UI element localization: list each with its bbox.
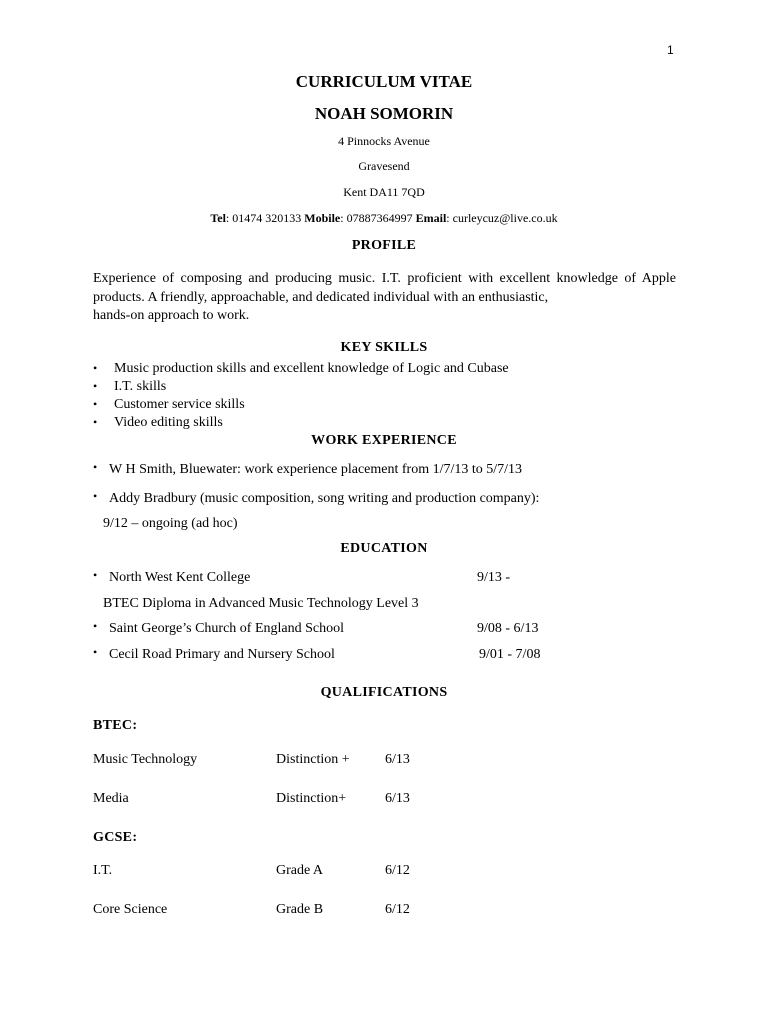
qualification-date: 6/12 (385, 863, 410, 878)
qualification-date: 6/13 (385, 791, 410, 806)
qualification-subject: I.T. (93, 863, 113, 878)
bullet-icon: • (93, 619, 98, 633)
education-dates: 9/08 - 6/13 (477, 621, 539, 636)
bullet-icon: • (93, 379, 98, 393)
candidate-name: NOAH SOMORIN (314, 104, 454, 123)
bullet-icon: • (93, 489, 98, 503)
document-title: CURRICULUM VITAE (295, 72, 473, 91)
address-line: 4 Pinnocks Avenue (338, 134, 430, 148)
profile-text (93, 270, 676, 326)
work-item-continuation: 9/12 – ongoing (ad hoc) (103, 516, 238, 531)
address-line: Kent DA11 7QD (343, 185, 425, 199)
bullet-icon: • (93, 645, 98, 659)
qualification-grade: Distinction+ (276, 791, 347, 806)
email-label: Email (415, 211, 447, 225)
qualification-grade: Distinction + (276, 752, 350, 767)
skill-item: Customer service skills (114, 397, 245, 412)
mobile-label: Mobile (304, 211, 341, 225)
tel-value: : 01474 320133 (225, 211, 305, 225)
qualification-date: 6/13 (385, 752, 410, 767)
bullet-icon: • (93, 568, 98, 582)
profile-line: hands-on approach to work. (93, 308, 250, 323)
education-school: Cecil Road Primary and Nursery School (109, 647, 335, 662)
work-experience-heading: WORK EXPERIENCE (311, 433, 457, 448)
profile-line: Apple products. A friendly, approachable, and dedicated individual with an enthusiastic, (93, 271, 676, 305)
profile-line: Experience of composing and producing music. I.T. proficient with excellent knowledge of (93, 271, 637, 286)
mobile-value: : 07887364997 (340, 211, 416, 225)
bullet-icon: • (93, 415, 98, 429)
qualification-subject: Media (93, 791, 129, 806)
email-value: : curleycuz@live.co.uk (446, 211, 558, 225)
qualification-grade: Grade B (276, 902, 324, 917)
address-line: Gravesend (358, 159, 410, 173)
contact-line (0, 211, 768, 226)
qualification-subject: Core Science (93, 902, 168, 917)
skill-item: Music production skills and excellent knowledge of Logic and Cubase (114, 361, 509, 376)
qualification-group-label: BTEC: (93, 718, 138, 733)
qualification-subject: Music Technology (93, 752, 198, 767)
education-school: North West Kent College (109, 570, 251, 585)
skill-item: Video editing skills (114, 415, 223, 430)
skill-item: I.T. skills (114, 379, 167, 394)
qualifications-heading: QUALIFICATIONS (320, 685, 448, 700)
education-course: BTEC Diploma in Advanced Music Technology Level 3 (103, 596, 419, 611)
education-heading: EDUCATION (340, 541, 428, 556)
tel-label: Tel (210, 211, 226, 225)
bullet-icon: • (93, 460, 98, 474)
work-item: W H Smith, Bluewater: work experience placement from 1/7/13 to 5/7/13 (109, 462, 523, 477)
education-school: Saint George’s Church of England School (109, 621, 344, 636)
bullet-icon: • (93, 361, 98, 375)
education-dates: 9/01 - 7/08 (479, 647, 541, 662)
bullet-icon: • (93, 397, 98, 411)
qualification-grade: Grade A (276, 863, 324, 878)
profile-heading: PROFILE (351, 238, 417, 253)
qualification-date: 6/12 (385, 902, 410, 917)
education-dates: 9/13 - (477, 570, 511, 585)
work-item: Addy Bradbury (music composition, song writing and production company): (109, 491, 540, 506)
key-skills-heading: KEY SKILLS (340, 340, 428, 355)
qualification-group-label: GCSE: (93, 830, 138, 845)
page-number: 1 (667, 43, 674, 57)
